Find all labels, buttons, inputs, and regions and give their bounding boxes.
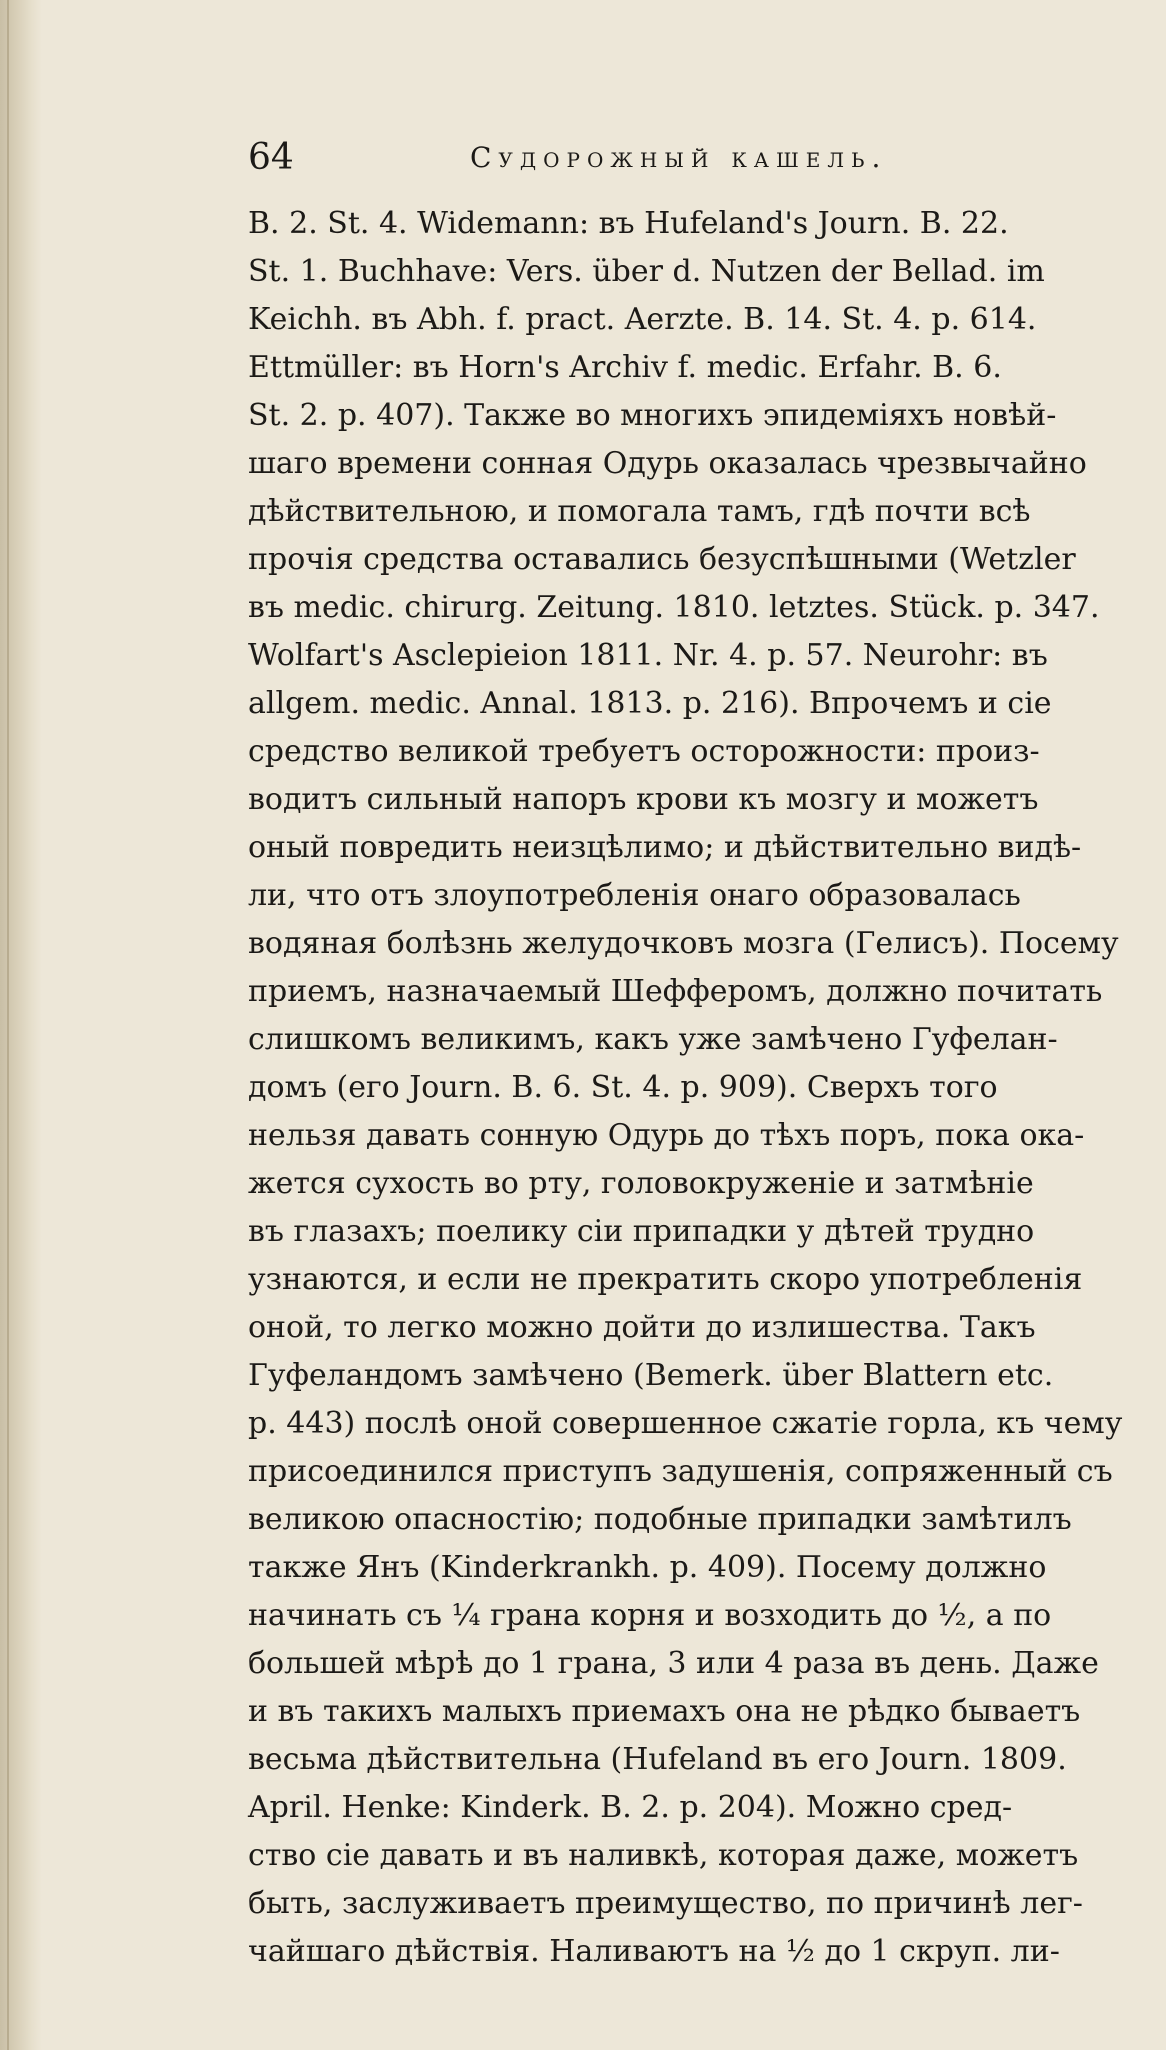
text-line: въ глазахъ; поелику сіи припадки у дѣтей трудно	[248, 1214, 1035, 1249]
text-line: быть, заслуживаетъ преимущество, по причинѣ лег-	[248, 1886, 1083, 1921]
text-line: также Янъ (Kinderkrankh. p. 409). Посему должно	[248, 1550, 1047, 1585]
text-line: оной, то легко можно дойти до излишества. Такъ	[248, 1310, 1036, 1345]
text-line: узнаются, и если не прекратить скоро употребленія	[248, 1262, 1083, 1297]
text-line: начинать съ ¼ грана корня и возходить до ½, а по	[248, 1598, 1052, 1633]
text-line: April. Henke: Kinderk. B. 2. p. 204). Можно сред-	[248, 1790, 1013, 1825]
text-line: великою опасностію; подобные припадки замѣтилъ	[248, 1502, 1072, 1537]
text-line: шаго времени сонная Одурь оказалась чрезвычайно	[248, 446, 1087, 481]
text-line: прочія средства оставались безуспѣшными (Wetzler	[248, 542, 1076, 577]
running-title: Судорожный кашель.	[470, 141, 888, 174]
text-line: St. 2. p. 407). Также во многихъ эпидеміяхъ новѣй-	[248, 398, 1057, 433]
text-line: весьма дѣйствительна (Hufeland въ его Journ. 1809.	[248, 1742, 1067, 1777]
text-line: чайшаго дѣйствія. Наливаютъ на ½ до 1 скруп. ли-	[248, 1934, 1060, 1969]
text-line: въ medic. chirurg. Zeitung. 1810. letztes. Stück. p. 347.	[248, 590, 1100, 625]
text-line: p. 443) послѣ оной совершенное сжатіе горла, къ чему	[248, 1406, 1123, 1441]
page-number: 64	[248, 137, 294, 178]
text-line: дѣйствительною, и помогала тамъ, гдѣ почти всѣ	[248, 494, 1031, 529]
text-line: Wolfart's Asclepieion 1811. Nr. 4. p. 57. Neurohr: въ	[248, 638, 1048, 673]
text-line: St. 1. Buchhave: Vers. über d. Nutzen der Bellad. im	[248, 254, 1045, 289]
text-line: слишкомъ великимъ, какъ уже замѣчено Гуфелан-	[248, 1022, 1058, 1057]
text-line: allgem. medic. Annal. 1813. p. 216). Впрочемъ и сіе	[248, 686, 1052, 721]
text-line: оный повредить неизцѣлимо; и дѣйствительно видѣ-	[248, 830, 1082, 865]
text-line: присоединился приступъ задушенія, сопряженный съ	[248, 1454, 1113, 1489]
text-line: жется сухость во рту, головокруженіе и затмѣніе	[248, 1166, 1034, 1201]
text-line: B. 2. St. 4. Widemann: въ Hufeland's Journ. B. 22.	[248, 206, 1009, 241]
text-line: домъ (его Journ. B. 6. St. 4. p. 909). Сверхъ того	[248, 1070, 998, 1105]
text-line: средство великой требуетъ осторожности: произ-	[248, 734, 1040, 769]
text-line: Гуфеландомъ замѣчено (Bemerk. über Blattern etc.	[248, 1358, 1054, 1393]
text-line: Keichh. въ Abh. f. pract. Aerzte. B. 14. St. 4. p. 614.	[248, 302, 1037, 337]
text-line: водитъ сильный напоръ крови къ мозгу и можетъ	[248, 782, 1039, 817]
body-text	[248, 200, 1148, 1976]
text-line: ли, что отъ злоупотребленія онаго образовалась	[248, 878, 1021, 913]
text-line: большей мѣрѣ до 1 грана, 3 или 4 раза въ день. Даже	[248, 1646, 1099, 1681]
page-header	[248, 134, 988, 182]
text-line: ство сіе давать и въ наливкѣ, которая даже, можетъ	[248, 1838, 1079, 1873]
text-line: приемъ, назначаемый Шефферомъ, должно почитать	[248, 974, 1103, 1009]
text-line: водяная болѣзнь желудочковъ мозга (Гелисъ). Посему	[248, 926, 1119, 961]
text-line: и въ такихъ малыхъ приемахъ она не рѣдко бываетъ	[248, 1694, 1081, 1729]
binding-edge	[7, 0, 9, 2050]
page-spine-shadow	[0, 0, 42, 2050]
text-line: нельзя давать сонную Одурь до тѣхъ поръ, пока ока-	[248, 1118, 1085, 1153]
text-line: Ettmüller: въ Horn's Archiv f. medic. Erfahr. B. 6.	[248, 350, 1002, 385]
